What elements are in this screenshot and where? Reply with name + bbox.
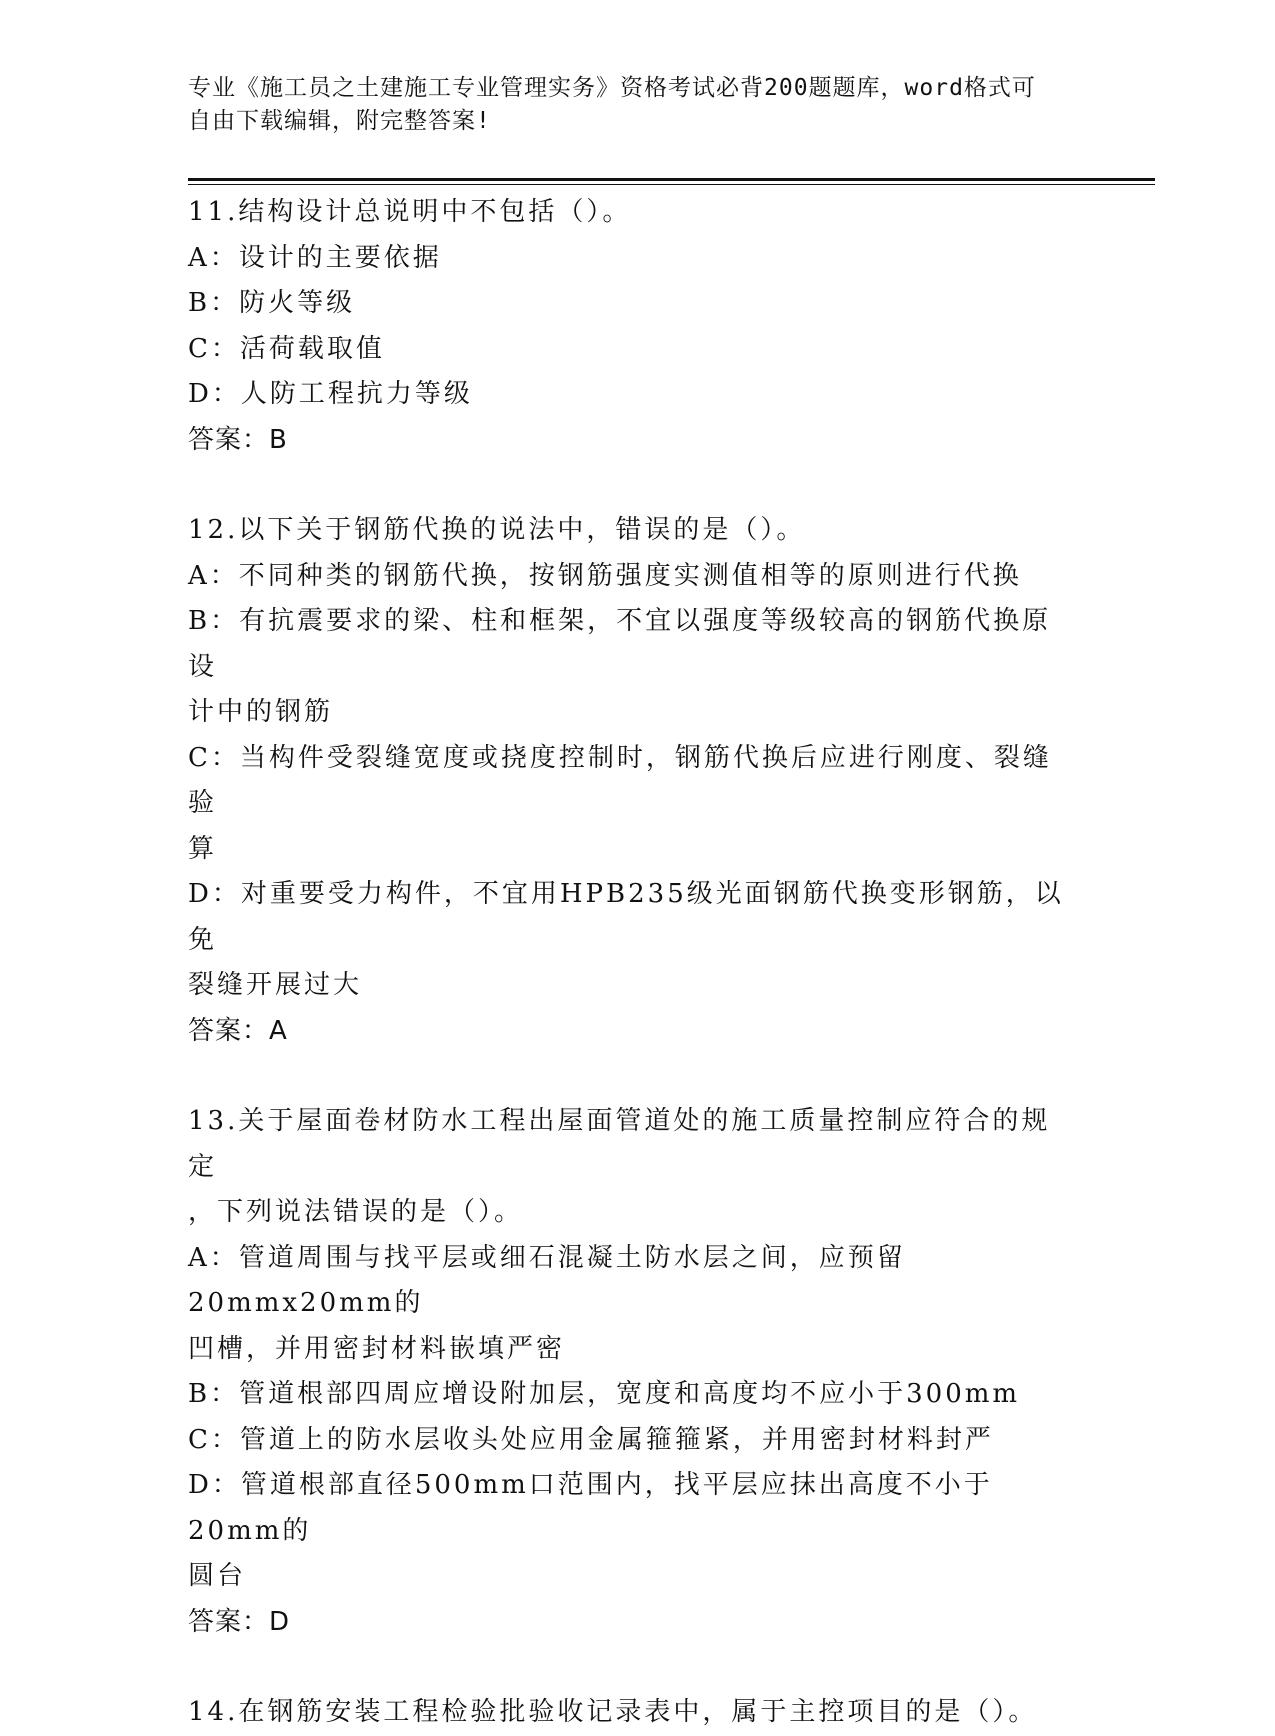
question-spacer [188, 1645, 1078, 1690]
document-header [188, 72, 1068, 138]
answer-option: 计中的钢筋 [188, 697, 334, 727]
question-stem: 13.关于屋面卷材防水工程出屋面管道处的施工质量控制应符合的规定 [188, 1106, 1051, 1182]
answer-option: 算 [188, 833, 218, 864]
header-line-1: 专业《施工员之土建施工专业管理实务》资格考试必背200题题库，word格式可 [188, 75, 1036, 101]
answer-option: 圆台 [188, 1561, 247, 1591]
answer-option: D：管道根部直径500mm口范围内，找平层应抹出高度不小于20mm的 [188, 1470, 993, 1546]
question-spacer [188, 1054, 1078, 1099]
answer-option: A：管道周围与找平层或细石混凝土防水层之间，应预留20mmx20mm的 [188, 1242, 906, 1318]
answer-option: 凹槽，并用密封材料嵌填严密 [188, 1333, 566, 1364]
answer-key: 答案：D [188, 1606, 291, 1637]
question-item [188, 1099, 1078, 1645]
answer-option: B：管道根部四周应增设附加层，宽度和高度均不应小于300mm [188, 1379, 1021, 1409]
question-stem: 14.在钢筋安装工程检验批验收记录表中，属于主控项目的是（）。 [188, 1697, 1038, 1727]
answer-option: A：不同种类的钢筋代换，按钢筋强度实测值相等的原则进行代换 [188, 560, 1022, 591]
answer-key: 答案：A [188, 1015, 288, 1046]
header-line-2: 自由下载编辑，附完整答案! [188, 108, 491, 134]
answer-option: A：设计的主要依据 [188, 242, 442, 273]
answer-option: B：有抗震要求的梁、柱和框架，不宜以强度等级较高的钢筋代换原设 [188, 606, 1052, 682]
question-list [188, 190, 1078, 1736]
question-spacer [188, 463, 1078, 508]
answer-option: C：当构件受裂缝宽度或挠度控制时，钢筋代换后应进行刚度、裂缝验 [188, 742, 1052, 818]
header-rule-thin [188, 184, 1155, 185]
question-stem: 11.结构设计总说明中不包括（）。 [188, 197, 632, 227]
header-rule-thick [188, 178, 1155, 181]
answer-option: C：管道上的防水层收头处应用金属箍箍紧，并用密封材料封严 [188, 1424, 994, 1455]
question-item [188, 190, 1078, 463]
answer-option: D：对重要受力构件，不宜用HPB235级光面钢筋代换变形钢筋，以免 [188, 879, 1064, 955]
question-stem: 12.以下关于钢筋代换的说法中，错误的是（）。 [188, 515, 806, 545]
question-item [188, 508, 1078, 1054]
answer-option: B：防火等级 [188, 288, 356, 318]
question-item [188, 1690, 1078, 1736]
answer-option: C：活荷载取值 [188, 333, 385, 364]
answer-option: D：人防工程抗力等级 [188, 379, 473, 409]
answer-key: 答案：B [188, 424, 288, 455]
question-stem: ，下列说法错误的是（）。 [188, 1197, 524, 1227]
answer-option: 裂缝开展过大 [188, 970, 363, 1000]
